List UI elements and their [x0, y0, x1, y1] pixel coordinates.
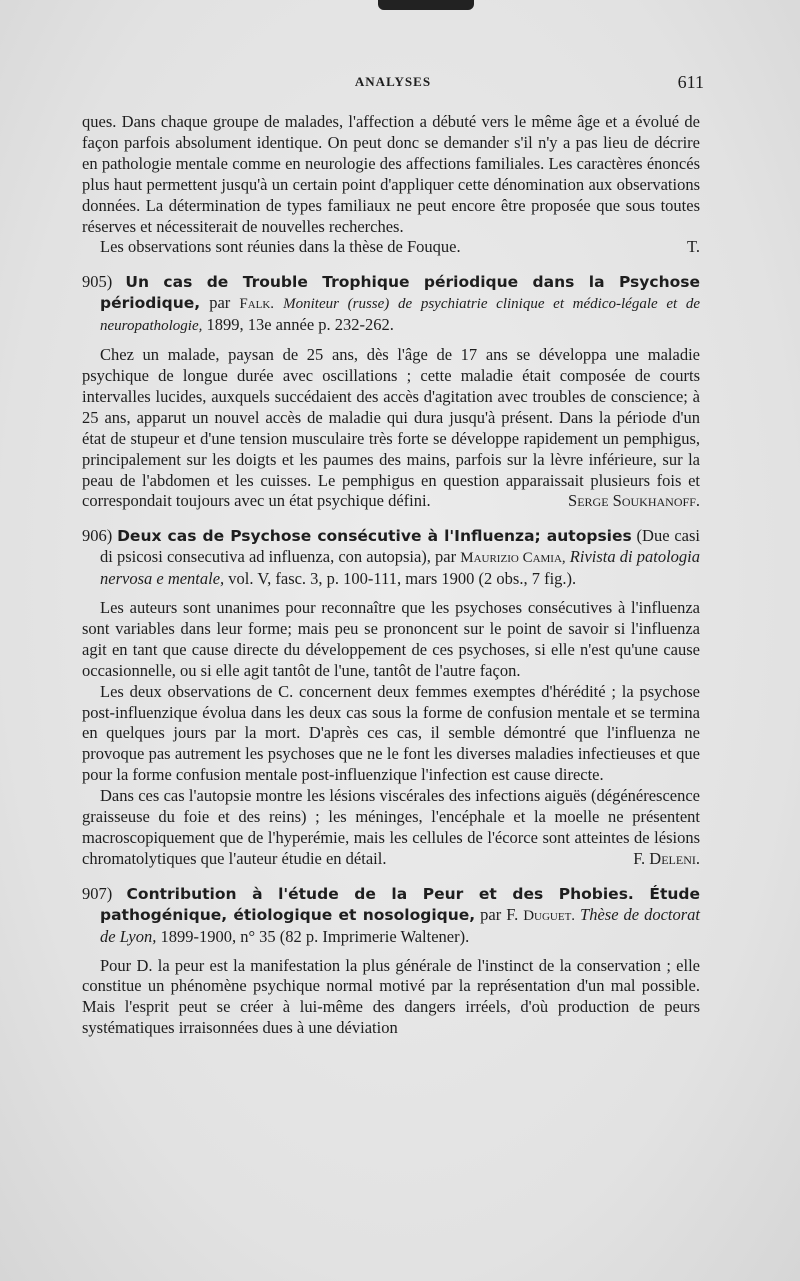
- entry-905-body: [82, 345, 700, 512]
- entry-906-heading: [82, 526, 700, 590]
- entry-906-paragraph-3-text: Dans ces cas l'autopsie montre les lésions viscérales des infections aiguës (dégénérescence graisseuse du foie et des reins) ; les méninges, l'encéphale et la moelle ne présentent macroscopiquement que de l'hyperémie, mais les cellules de l'écorce sont atteintes de lésions chromatolytiques que l'auteur étudie en détail.: [82, 786, 700, 868]
- entry-906-journal: Rivista di patologia nervosa e mentale,: [100, 547, 700, 589]
- entry-905-text: Chez un malade, paysan de 25 ans, dès l'âge de 17 ans se développa une maladie psychique de longue durée avec oscillations ; cette maladie était composée de courts intervalles lucides, auxquels succédaient des accès d'agitation avec troubles de conscience; à 25 ans, apparut un nouvel accès de maladie qui dura jusqu'à présent. Dans la période d'un état de stupeur et d'une tension musculaire très forte se développe rapidement un pemphigus, principalement sur les doigts et les paumes des mains, parfois sur la lèvre inférieure, sur la peau de l'abdomen et les cuisses. Le pemphigus en question apparaissait plusieurs fois et correspondait toujours avec un état psychique défini.: [82, 345, 700, 511]
- entry-907-number: 907): [82, 883, 113, 903]
- entry-906-title: Deux cas de Psychose consécutive à l'Influenza; autopsies: [117, 527, 632, 546]
- entry-906-paragraph-2: Les deux observations de C. concernent deux femmes exemptes d'hérédité ; la psychose post-influenzique évolua dans les deux cas sous la forme de confusion mentale et se termina en quelques jours par la mort. D'après ces cas, il semble démontré que l'influenza ne provoque pas autrement les psychoses que ne le font les diverses maladies infectieuses et que pour la forme confusion mentale post-influenzique l'infection est cause directe.: [82, 681, 700, 785]
- entry-907-body: Pour D. la peur est la manifestation la plus générale de l'instinct de la conservation ; elle constitue un phénomène psychique normal motivé par la représentation d'un mal possible. Mais l'esprit peut se créer à lui-même des dangers irréels, d'où production de peurs systématiques irraisonnées dues à une déviation: [82, 955, 700, 1038]
- entry-907-journal: Thèse de doctorat de Lyon,: [100, 904, 700, 946]
- entry-906-original-title: (Due casi di psicosi consecutiva ad influenza, con autopsia), par: [100, 526, 700, 567]
- entry-906-number: 906): [82, 526, 113, 546]
- entry-905-author: Falk.: [239, 296, 275, 313]
- page-number: 611: [677, 72, 704, 92]
- page-header: [82, 74, 704, 98]
- entry-907-heading: [82, 884, 700, 948]
- entry-905-number: 905): [82, 272, 113, 292]
- page-body: [82, 112, 700, 1039]
- entry-905-by: par: [209, 293, 231, 313]
- entry-906-signature: F. Deleni.: [633, 848, 700, 868]
- intro-closing: [82, 237, 700, 258]
- entry-907-author: Duguet.: [523, 907, 576, 924]
- entry-905-journal: Moniteur (russe) de psychiatrie clinique et médico-légale et de neuropathologie,: [100, 296, 700, 335]
- entry-906-paragraph-1: Les auteurs sont unanimes pour reconnaître que les psychoses consécutives à l'influenza sont variables dans leur forme; mais peu se prononcent sur le point de savoir si l'influenza agit en tant que cause directe du développement de ces psychoses, si elle n'est qu'une cause occasionnelle, ou si elle agit tantôt de l'une, tantôt de l'autre façon.: [82, 598, 700, 680]
- entry-905-signature: Serge Soukhanoff.: [568, 491, 700, 511]
- intro-closing-text: Les observations sont réunies dans la thèse de Fouque.: [100, 237, 461, 257]
- entry-907-by: par F.: [480, 904, 519, 924]
- entry-905-title: Un cas de Trouble Trophique périodique dans la Psychose périodique,: [100, 273, 700, 313]
- entry-905-heading: [82, 272, 700, 337]
- running-title: ANALYSES: [354, 74, 432, 89]
- entry-905-details: 1899, 13e année p. 232-262.: [206, 315, 394, 335]
- entry-906-details: vol. V, fasc. 3, p. 100-111, mars 1900 (2 obs., 7 fig.).: [228, 569, 577, 589]
- entry-906-paragraph-3: [82, 786, 700, 870]
- intro-signature: T.: [687, 237, 700, 257]
- intro-paragraph: ques. Dans chaque groupe de malades, l'affection a débuté vers le même âge et a évolué de façon parfois absolument identique. On peut donc se demander s'il n'y a pas lieu de décrire en pathologie mentale comme en neurologie des affections familiales. Les caractères énoncés plus haut permettent jusqu'à un certain point d'appliquer cette dénomination aux observations données. La détermination de types familiaux ne peut encore être proposée que sous toutes réserves et nécessiterait de nouvelles recherches.: [82, 112, 700, 236]
- binding-mark: [378, 0, 474, 10]
- entry-907-details: 1899-1900, n° 35 (82 p. Imprimerie Waltener).: [160, 926, 470, 946]
- entry-906-author: Maurizio Camia,: [460, 550, 566, 567]
- entry-907-title: Contribution à l'étude de la Peur et des Phobies. Étude pathogénique, étiologique et nosologique,: [100, 884, 701, 924]
